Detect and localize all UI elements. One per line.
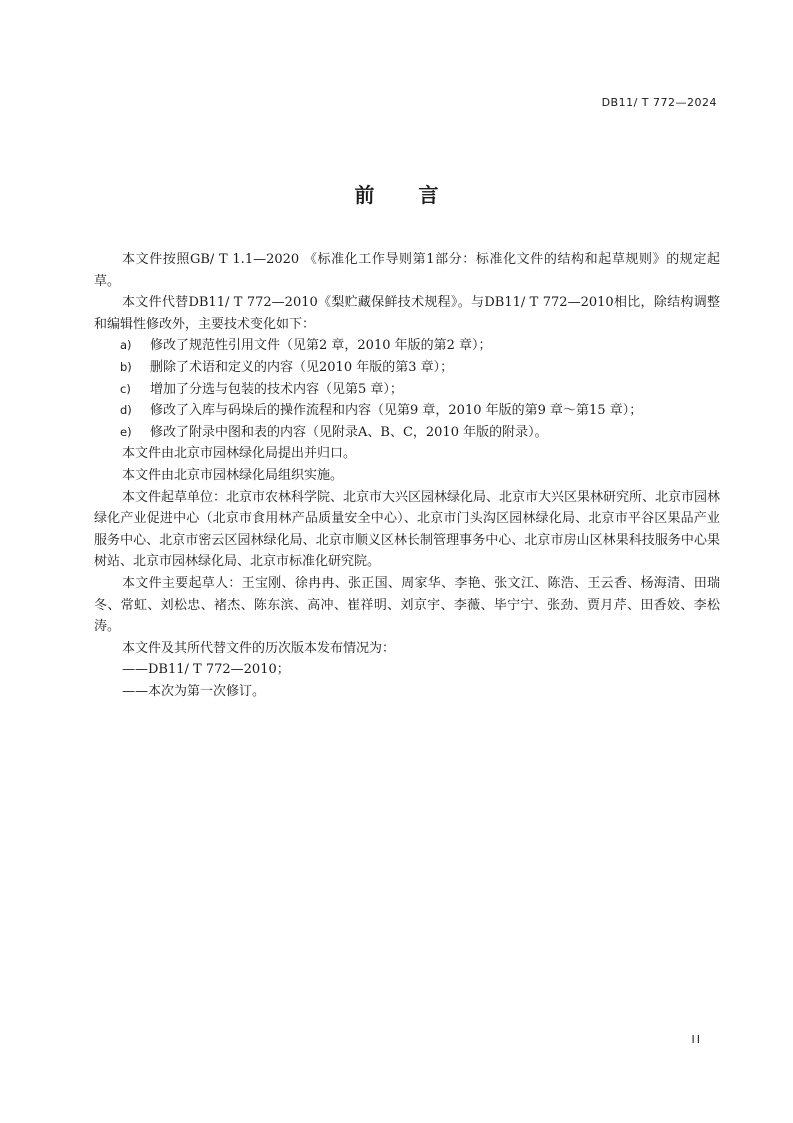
list-item-label: d) <box>120 403 132 418</box>
list-item <box>94 357 720 379</box>
paragraph-implementer: 本文件由北京市园林绿化局组织实施。 <box>122 467 344 483</box>
list-item <box>94 422 720 444</box>
page-title: 前言 <box>354 183 483 207</box>
list-item-label: c) <box>120 381 131 396</box>
list-item-text: 修改了入库与码垛后的操作流程和内容（见第9 章，2010 年版的第9 章～第15 章）； <box>150 403 643 419</box>
paragraph-proposer: 本文件由北京市园林绿化局提出并归口。 <box>122 446 357 462</box>
list-item <box>94 400 720 422</box>
list-item-label: e) <box>120 424 132 439</box>
list-item-text: 修改了附录中图和表的内容（见附录A、B、C，2010 年版的附录）。 <box>150 424 548 440</box>
list-item-text: 修改了规范性引用文件（见第2 章，2010 年版的第2 章）； <box>150 338 492 354</box>
paragraph-drafters: 本文件主要起草人：王宝刚、徐冉冉、张正国、周家华、李艳、张文江、陈浩、王云香、杨海清、田瑞冬、常虹、刘松忠、褚杰、陈东滨、高冲、崔祥明、刘京宇、李薇、毕宁宁、张劲、贾月芹、田香姣、李松涛。 <box>94 575 720 635</box>
list-item-text: 删除了术语和定义的内容（见2010 年版的第3 章）； <box>150 359 454 375</box>
changes-list <box>94 335 720 443</box>
history-item: ——DB11/ T 772—2010； <box>122 662 290 678</box>
list-item-label: a) <box>120 338 132 353</box>
list-item <box>94 335 720 357</box>
paragraph-history-intro: 本文件及其所代替文件的历次版本发布情况为： <box>122 640 396 656</box>
paragraph-drafting-units: 本文件起草单位：北京市农林科学院、北京市大兴区园林绿化局、北京市大兴区果林研究所、北京市园林绿化产业促进中心（北京市食用林产品质量安全中心）、北京市门头沟区园林绿化局、北京市平谷区果品产业服务中心、北京市密云区园林绿化局、北京市顺义区林长制管理事务中心、北京市房山区林果科技服务中心果树站、北京市园林绿化局、北京市标准化研究院。 <box>94 489 721 570</box>
list-item <box>94 379 720 401</box>
list-item-label: b) <box>120 359 132 374</box>
page-number: II <box>691 1033 702 1046</box>
paragraph-drafting-rule: 本文件按照GB/ T 1.1—2020 《标准化工作导则第1部分：标准化文件的结构和起草规则》的规定起草。 <box>94 252 720 289</box>
history-item: ——本次为第一次修订。 <box>122 683 266 699</box>
paragraph-replacement: 本文件代替DB11/ T 772—2010《梨贮藏保鲜技术规程》。与DB11/ T 772—2010相比，除结构调整和编辑性修改外，主要技术变化如下： <box>94 295 720 332</box>
list-item-text: 增加了分选与包装的技术内容（见第5 章）； <box>150 381 403 397</box>
document-code: DB11/ T 772—2024 <box>601 96 717 109</box>
foreword-body <box>94 249 720 702</box>
